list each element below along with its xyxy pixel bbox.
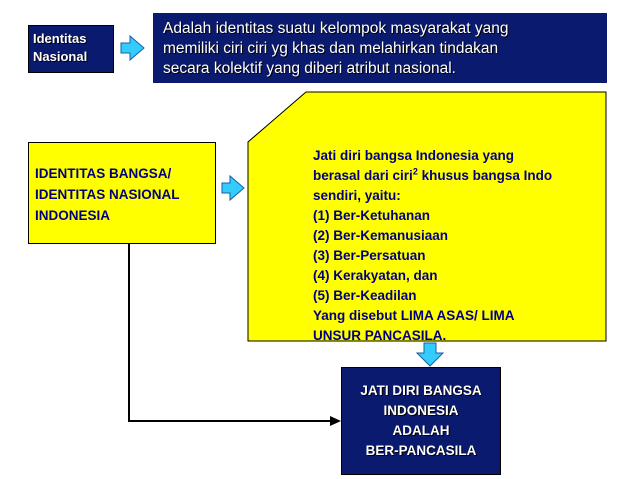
nation-line-3: INDONESIA: [35, 208, 111, 223]
pancasila-item-1: (1) Ber-Ketuhanan: [313, 208, 431, 223]
right-block-arrow-top: [121, 36, 144, 60]
result-line-3: ADALAH: [392, 423, 450, 438]
pancasila-line-2-start: berasal dari ciri: [313, 168, 413, 183]
identitas-nasional-label-box: [28, 25, 114, 73]
pancasila-closing-2: UNSUR PANCASILA.: [313, 328, 447, 343]
down-block-arrow: [417, 343, 443, 366]
pancasila-item-2: (2) Ber-Kemanusiaan: [313, 228, 449, 243]
right-block-arrow-middle: [222, 176, 244, 200]
pancasila-line-1: Jati diri bangsa Indonesia yang: [313, 148, 515, 163]
pancasila-closing-1: Yang disebut LIMA ASAS/ LIMA: [313, 308, 515, 323]
nation-line-1: IDENTITAS BANGSA/: [35, 166, 172, 181]
result-text: [360, 381, 481, 461]
pancasila-line-3: sendiri, yaitu:: [313, 188, 401, 203]
definition-line-3: secara kolektif yang diberi atribut nasional.: [163, 60, 456, 77]
connector-arrowhead: [330, 416, 341, 426]
label-line-1: Identitas: [33, 31, 87, 46]
label-line-2: Nasional: [33, 49, 88, 64]
definition-line-1: Adalah identitas suatu kelompok masyarakat yang: [163, 20, 509, 37]
result-line-2: INDONESIA: [383, 403, 459, 418]
result-line-1: JATI DIRI BANGSA: [360, 383, 482, 398]
pancasila-item-4: (4) Kerakyatan, dan: [313, 268, 438, 283]
pancasila-line-2-sup: 2: [412, 166, 418, 177]
definition-box: [153, 13, 607, 83]
pancasila-description: [313, 146, 603, 346]
pancasila-line-2-end: khusus bangsa Indo: [417, 168, 553, 183]
jati-diri-result-box: [341, 367, 501, 475]
pancasila-line-2: [313, 166, 603, 186]
pancasila-item-5: (5) Ber-Keadilan: [313, 288, 417, 303]
result-line-4: BER-PANCASILA: [365, 443, 477, 458]
identitas-bangsa-box: [28, 142, 216, 244]
pancasila-item-3: (3) Ber-Persatuan: [313, 248, 426, 263]
nation-line-2: IDENTITAS NASIONAL: [35, 187, 180, 202]
definition-line-2: memiliki ciri ciri yg khas dan melahirkan tindakan: [163, 40, 499, 57]
